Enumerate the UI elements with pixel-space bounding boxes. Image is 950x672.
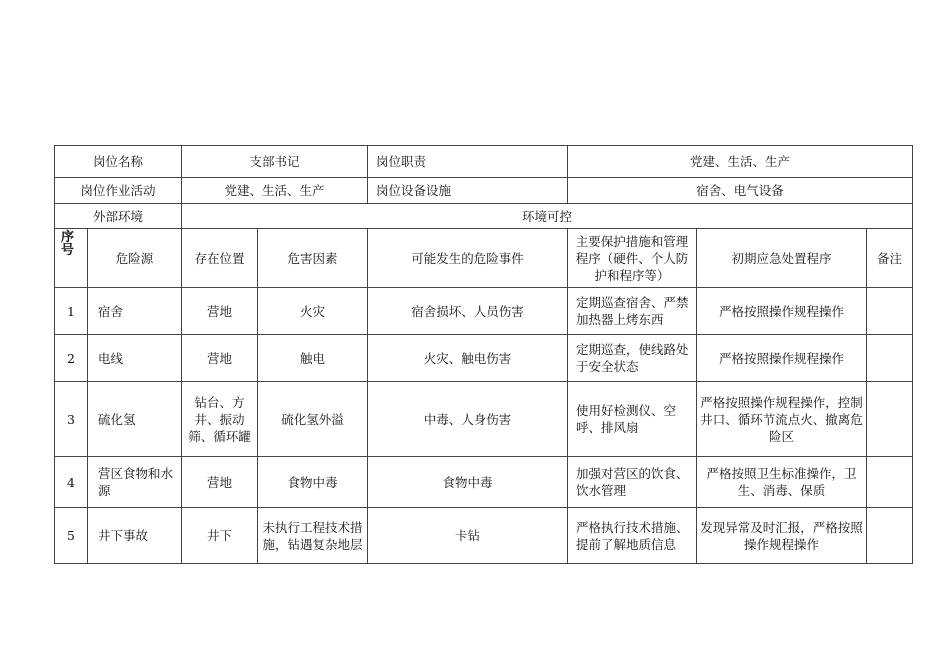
hazard-cell: 宿舍 <box>88 288 182 335</box>
factor-cell: 火灾 <box>258 288 368 335</box>
col-measures-header: 主要保护措施和管理程序（硬件、个人防护和程序等） <box>568 229 697 288</box>
hazard-cell: 井下事故 <box>88 508 182 564</box>
col-response-header: 初期应急处置程序 <box>697 229 867 288</box>
table-row <box>55 335 913 382</box>
column-header-row <box>55 229 913 288</box>
hazard-cell: 硫化氢 <box>88 382 182 457</box>
environment-value: 环境可控 <box>182 204 913 229</box>
activity-row <box>55 178 913 204</box>
remark-cell <box>867 382 913 457</box>
location-cell: 井下 <box>182 508 258 564</box>
location-cell: 营地 <box>182 335 258 382</box>
response-cell: 发现异常及时汇报，严格按照操作规程操作 <box>697 508 867 564</box>
hazard-identification-table <box>54 145 913 564</box>
response-cell: 严格按照操作规程操作 <box>697 288 867 335</box>
col-remark-header: 备注 <box>867 229 913 288</box>
measures-cell: 定期巡查，使线路处于安全状态 <box>568 335 697 382</box>
seq-cell: 5 <box>55 508 88 564</box>
remark-cell <box>867 335 913 382</box>
factor-cell: 食物中毒 <box>258 457 368 508</box>
response-cell: 严格按照操作规程操作，控制井口、循环节流点火、撤离危险区 <box>697 382 867 457</box>
response-cell: 严格按照卫生标准操作，卫生、消毒、保质 <box>697 457 867 508</box>
event-cell: 卡钻 <box>368 508 568 564</box>
event-cell: 食物中毒 <box>368 457 568 508</box>
seq-cell: 3 <box>55 382 88 457</box>
measures-cell: 加强对营区的饮食、饮水管理 <box>568 457 697 508</box>
seq-cell: 1 <box>55 288 88 335</box>
duty-label: 岗位职责 <box>368 146 568 178</box>
post-name-label: 岗位名称 <box>55 146 182 178</box>
hazard-cell: 电线 <box>88 335 182 382</box>
measures-cell: 严格执行技术措施、提前了解地质信息 <box>568 508 697 564</box>
post-name-value: 支部书记 <box>182 146 368 178</box>
seq-cell: 2 <box>55 335 88 382</box>
col-seq-header: 序号 <box>55 229 88 288</box>
table-row <box>55 457 913 508</box>
remark-cell <box>867 457 913 508</box>
response-cell: 严格按照操作规程操作 <box>697 335 867 382</box>
hazard-cell: 营区食物和水源 <box>88 457 182 508</box>
event-cell: 火灾、触电伤害 <box>368 335 568 382</box>
measures-cell: 定期巡查宿舍、严禁加热器上烤东西 <box>568 288 697 335</box>
col-factor-header: 危害因素 <box>258 229 368 288</box>
activity-label: 岗位作业活动 <box>55 178 182 204</box>
event-cell: 中毒、人身伤害 <box>368 382 568 457</box>
location-cell: 营地 <box>182 457 258 508</box>
environment-row <box>55 204 913 229</box>
event-cell: 宿舍损坏、人员伤害 <box>368 288 568 335</box>
measures-cell: 使用好检测仪、空呼、排风扇 <box>568 382 697 457</box>
remark-cell <box>867 288 913 335</box>
table-row <box>55 288 913 335</box>
table-row <box>55 382 913 457</box>
equipment-value: 宿舍、电气设备 <box>568 178 913 204</box>
factor-cell: 硫化氢外溢 <box>258 382 368 457</box>
activity-value: 党建、生活、生产 <box>182 178 368 204</box>
col-location-header: 存在位置 <box>182 229 258 288</box>
location-cell: 钻台、方井、振动筛、循环罐 <box>182 382 258 457</box>
seq-cell: 4 <box>55 457 88 508</box>
col-hazard-header: 危险源 <box>88 229 182 288</box>
col-event-header: 可能发生的危险事件 <box>368 229 568 288</box>
remark-cell <box>867 508 913 564</box>
location-cell: 营地 <box>182 288 258 335</box>
table-row <box>55 508 913 564</box>
factor-cell: 未执行工程技术措施，钻遇复杂地层 <box>258 508 368 564</box>
factor-cell: 触电 <box>258 335 368 382</box>
post-name-row <box>55 146 913 178</box>
duty-value: 党建、生活、生产 <box>568 146 913 178</box>
equipment-label: 岗位设备设施 <box>368 178 568 204</box>
environment-label: 外部环境 <box>55 204 182 229</box>
